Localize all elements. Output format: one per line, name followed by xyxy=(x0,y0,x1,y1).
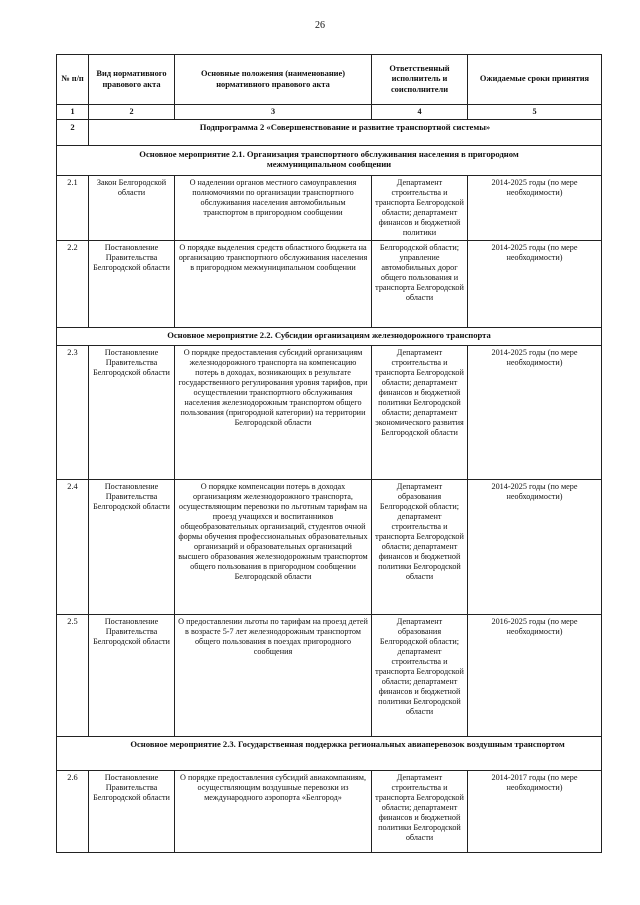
row-executor: Департамент строительства и транспорта Белгородской области; департамент финансов и бюджетной политики xyxy=(372,176,468,241)
row-content: О наделении органов местного самоуправления полномочиями по организации транспортного обслуживания населения автомобильным транспортом в пригородном сообщении xyxy=(175,176,372,241)
row-act-type: Постановление Правительства Белгородской области xyxy=(89,480,175,615)
header-num: № п/п xyxy=(57,55,89,105)
row-executor: Белгородской области; управление автомобильных дорог общего пользования и транспорта Белгородской области xyxy=(372,241,468,328)
row-term: 2014-2017 годы (по мере необходимости) xyxy=(468,771,602,853)
table-row xyxy=(57,241,602,328)
row-executor: Департамент строительства и транспорта Белгородской области; департамент финансов и бюджетной политики Белгородской области xyxy=(372,771,468,853)
subprogram-num: 2 xyxy=(57,120,89,146)
regulatory-acts-table xyxy=(56,54,602,853)
row-executor: Департамент образования Белгородской области; департамент строительства и транспорта Белгородской области; департамент финансов и бюджетной политики Белгородской области xyxy=(372,615,468,737)
row-act-type: Постановление Правительства Белгородской области xyxy=(89,615,175,737)
header-content: Основные положения (наименование) нормативного правового акта xyxy=(175,55,372,105)
row-content: О порядке компенсации потерь в доходах организациям железнодорожного транспорта, осуществляющим перевозки по льготным тарифам на проезд учащихся и воспитанников общеобразовательных организаций, студентов очной формы обучения профессиональных образовательных организаций и образовательных организаций высшего образования железнодорожным транспортом общего пользования в пригородном сообщении Белгородской области xyxy=(175,480,372,615)
row-term: 2014-2025 годы (по мере необходимости) xyxy=(468,241,602,328)
header-term: Ожидаемые сроки принятия xyxy=(468,55,602,105)
measure-title: Основное мероприятие 2.3. Государственная поддержка региональных авиаперевозок воздушным транспортом xyxy=(57,737,602,771)
measure-row xyxy=(57,737,602,771)
measure-row xyxy=(57,146,602,176)
table-row xyxy=(57,346,602,480)
row-num: 2.3 xyxy=(57,346,89,480)
col-index: 2 xyxy=(89,105,175,120)
row-content: О предоставлении льготы по тарифам на проезд детей в возрасте 5-7 лет железнодорожным транспортом общего пользования в поездах пригородного сообщения xyxy=(175,615,372,737)
measure-row xyxy=(57,328,602,346)
col-index: 3 xyxy=(175,105,372,120)
row-act-type: Закон Белгородской области xyxy=(89,176,175,241)
header-executor: Ответственный исполнитель и соисполнители xyxy=(372,55,468,105)
row-term: 2014-2025 годы (по мере необходимости) xyxy=(468,176,602,241)
row-act-type: Постановление Правительства Белгородской области xyxy=(89,241,175,328)
col-index: 4 xyxy=(372,105,468,120)
row-term: 2014-2025 годы (по мере необходимости) xyxy=(468,346,602,480)
col-index: 5 xyxy=(468,105,602,120)
row-num: 2.2 xyxy=(57,241,89,328)
table-row xyxy=(57,480,602,615)
row-term: 2014-2025 годы (по мере необходимости) xyxy=(468,480,602,615)
header-act-type: Вид нормативного правового акта xyxy=(89,55,175,105)
table-header-row xyxy=(57,55,602,105)
row-act-type: Постановление Правительства Белгородской области xyxy=(89,346,175,480)
row-act-type: Постановление Правительства Белгородской области xyxy=(89,771,175,853)
subprogram-row xyxy=(57,120,602,146)
page-number: 26 xyxy=(315,20,325,31)
subprogram-title: Подпрограмма 2 «Совершенствование и развитие транспортной системы» xyxy=(89,120,602,146)
col-index: 1 xyxy=(57,105,89,120)
row-content: О порядке предоставления субсидий авиакомпаниям, осуществляющим воздушные перевозки из международного аэропорта «Белгород» xyxy=(175,771,372,853)
table-row xyxy=(57,615,602,737)
row-content: О порядке выделения средств областного бюджета на организацию транспортного обслуживания населения в пригородном межмуниципальном сообщении xyxy=(175,241,372,328)
row-content: О порядке предоставления субсидий организациям железнодорожного транспорта на компенсацию потерь в доходах, возникающих в результате государственного регулирования уровня тарифов, при осуществлении транспортного обслуживания населения железнодорожным транспортом общего пользования (пригородной категории) на территории Белгородской области xyxy=(175,346,372,480)
column-index-row xyxy=(57,105,602,120)
row-num: 2.5 xyxy=(57,615,89,737)
table-row xyxy=(57,771,602,853)
table-row xyxy=(57,176,602,241)
row-executor: Департамент строительства и транспорта Белгородской области; департамент финансов и бюджетной политики Белгородской области; департамент экономического развития Белгородской области xyxy=(372,346,468,480)
measure-title: Основное мероприятие 2.2. Субсидии организациям железнодорожного транспорта xyxy=(57,328,602,346)
row-executor: Департамент образования Белгородской области; департамент строительства и транспорта Белгородской области; департамент финансов и бюджетной политики Белгородской области xyxy=(372,480,468,615)
row-num: 2.4 xyxy=(57,480,89,615)
row-num: 2.1 xyxy=(57,176,89,241)
row-num: 2.6 xyxy=(57,771,89,853)
measure-title: Основное мероприятие 2.1. Организация транспортного обслуживания населения в пригородном межмуниципальном сообщении xyxy=(57,146,602,176)
row-term: 2016-2025 годы (по мере необходимости) xyxy=(468,615,602,737)
